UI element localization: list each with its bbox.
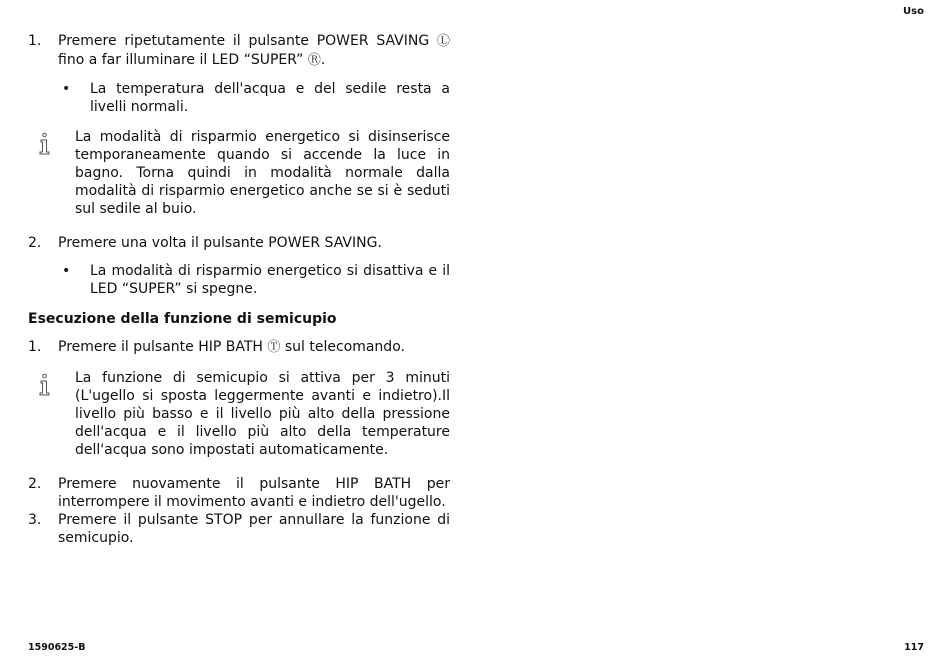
step-text: Premere una volta il pulsante POWER SAVING. bbox=[58, 235, 382, 251]
step-text-part: . bbox=[320, 52, 326, 68]
info-icon bbox=[28, 369, 75, 459]
step-text-part: fino a far illuminare il LED “SUPER” bbox=[58, 52, 308, 68]
section-title: Uso bbox=[903, 6, 924, 17]
info-note-2 bbox=[28, 369, 450, 459]
step-3-hip-bath bbox=[28, 511, 450, 547]
step-1-hip-bath bbox=[28, 338, 450, 357]
section-heading: Esecuzione della funzione di semicupio bbox=[28, 311, 337, 327]
button-l-icon: Ⓛ bbox=[436, 34, 450, 49]
info-icon bbox=[28, 128, 75, 218]
step-1-power-saving bbox=[28, 32, 450, 70]
step-text-part: sul telecomando. bbox=[280, 339, 405, 355]
bullet-text: La temperatura dell'acqua e del sedile resta a livelli normali. bbox=[90, 81, 450, 115]
page-content bbox=[28, 32, 450, 547]
led-r-icon: Ⓡ bbox=[307, 53, 321, 68]
document-code: 1590625-B bbox=[28, 642, 86, 653]
step-text bbox=[58, 32, 450, 70]
bullet-dot: • bbox=[62, 263, 71, 279]
step-number: 2. bbox=[28, 235, 42, 251]
step-2-power-saving bbox=[28, 234, 450, 252]
step-text-part: Premere ripetutamente il pulsante POWER SAVING bbox=[58, 33, 437, 49]
step-text: Premere il pulsante STOP per annullare la funzione di semicupio. bbox=[58, 512, 450, 546]
button-t-icon: Ⓣ bbox=[267, 340, 281, 355]
bullet-text: La modalità di risparmio energetico si disattiva e il LED “SUPER” si spegne. bbox=[90, 263, 450, 297]
bullet-item bbox=[62, 262, 450, 298]
step-number: 1. bbox=[28, 339, 42, 355]
step-number: 1. bbox=[28, 33, 42, 49]
step-number: 3. bbox=[28, 512, 42, 528]
note-text: La modalità di risparmio energetico si disinserisce temporaneamente quando si accende la luce in bagno. Torna quindi in modalità normale dalla modalità di risparmio energetico anche se si è seduti sul sedile al buio. bbox=[75, 129, 450, 217]
step-number: 2. bbox=[28, 476, 42, 492]
info-note-1 bbox=[28, 128, 450, 218]
bullet-dot: • bbox=[62, 81, 71, 97]
step-text-part: Premere il pulsante HIP BATH bbox=[58, 339, 268, 355]
step-text bbox=[58, 338, 450, 357]
step-2-hip-bath bbox=[28, 475, 450, 511]
bullet-item bbox=[62, 80, 450, 116]
note-text: La funzione di semicupio si attiva per 3 minuti (L'ugello si sposta leggermente avanti e indietro).Il livello più basso e il livello più alto della pressione dell'acqua e il livello più alto della temperature dell'acqua sono impostati automaticamente. bbox=[75, 370, 450, 458]
page-number: 117 bbox=[904, 642, 924, 653]
step-text: Premere nuovamente il pulsante HIP BATH per interrompere il movimento avanti e indietro dell'ugello. bbox=[58, 476, 450, 510]
